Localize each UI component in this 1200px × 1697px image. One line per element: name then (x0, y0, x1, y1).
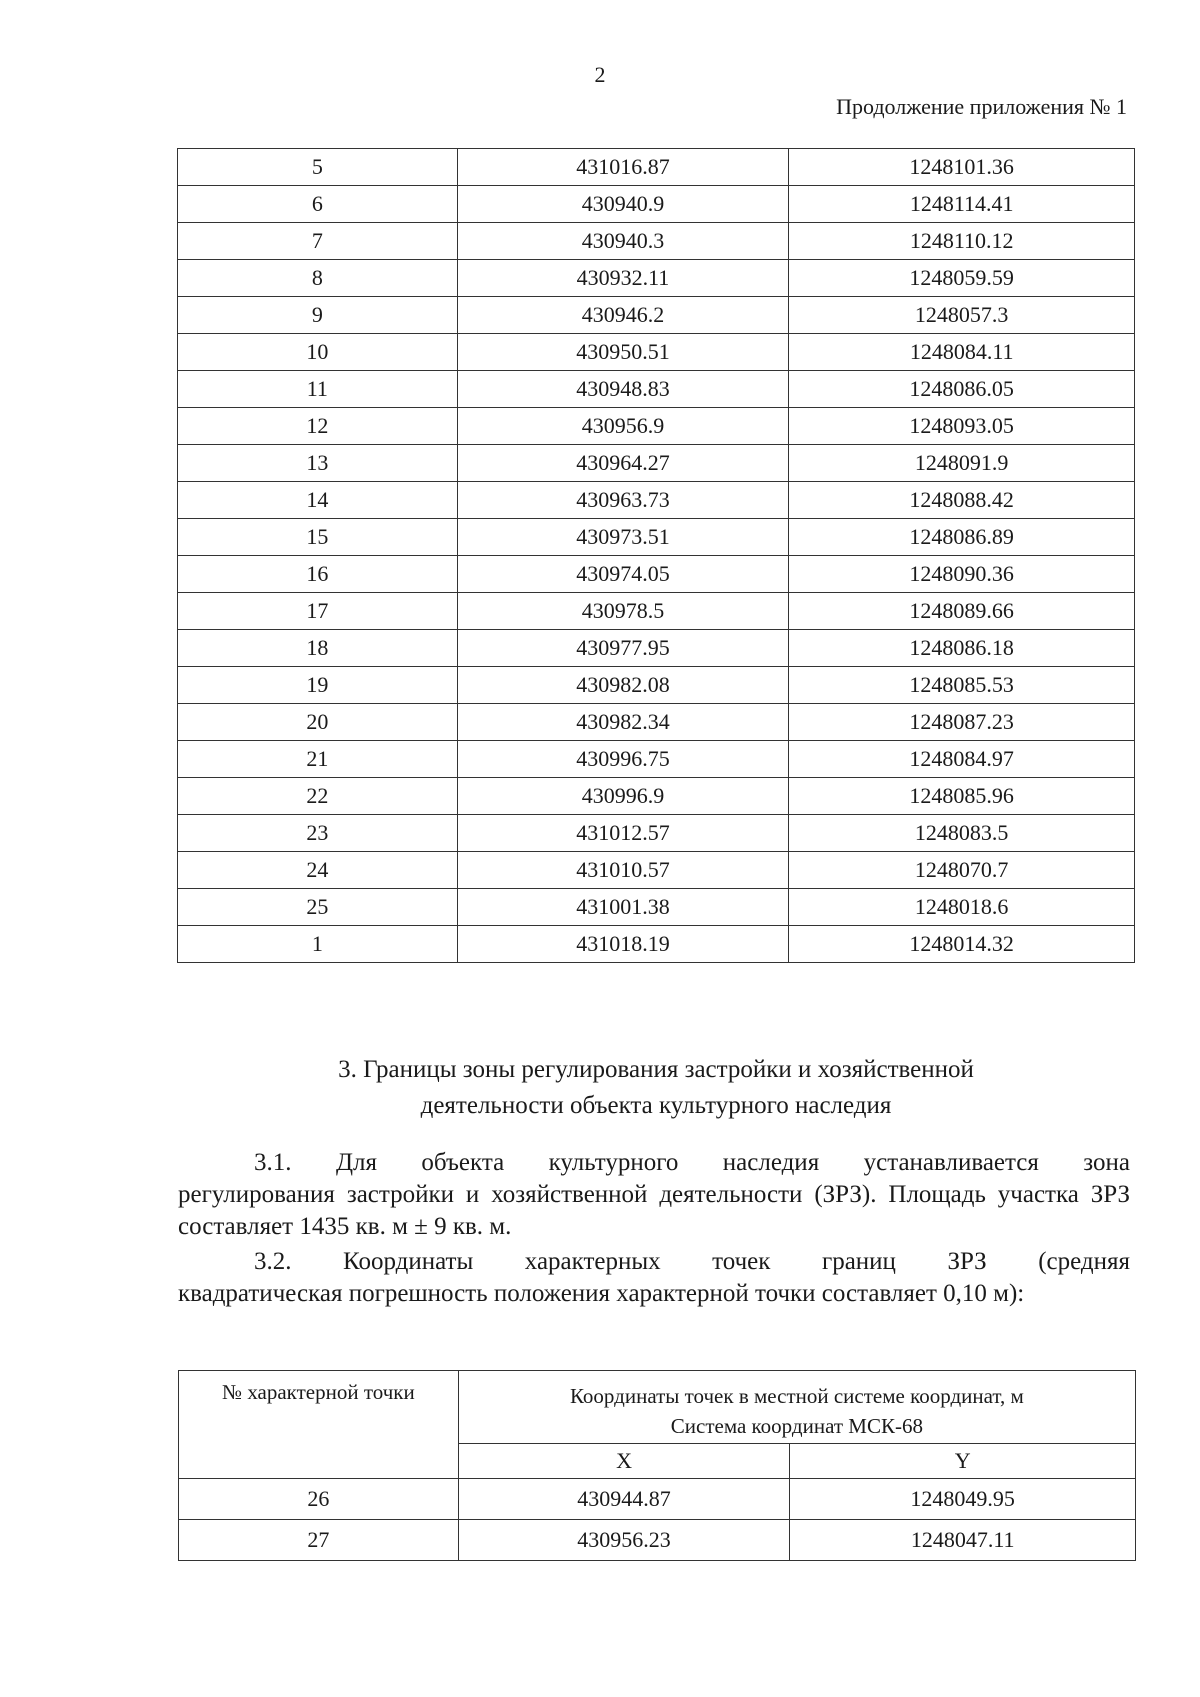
point-number-cell: 23 (178, 815, 458, 852)
table-row (178, 223, 1135, 260)
point-number-cell: 9 (178, 297, 458, 334)
table-header-row (179, 1371, 1136, 1444)
paragraph-3-2-first-line: 3.2. Координаты характерных точек границ ЗРЗ (средняя (254, 1248, 1130, 1275)
table-row (178, 371, 1135, 408)
y-coordinate-cell: 1248086.18 (789, 630, 1135, 667)
y-coordinate-cell: 1248086.89 (789, 519, 1135, 556)
point-number-cell: 20 (178, 704, 458, 741)
table-row (179, 1520, 1136, 1561)
y-coordinate-cell: 1248086.05 (789, 371, 1135, 408)
point-number-cell: 12 (178, 408, 458, 445)
y-coordinate-cell: 1248070.7 (789, 852, 1135, 889)
point-number-cell: 7 (178, 223, 458, 260)
paragraph-3-2 (178, 1246, 1130, 1310)
x-coordinate-cell: 430964.27 (457, 445, 789, 482)
point-number-cell: 24 (178, 852, 458, 889)
table-row (178, 260, 1135, 297)
point-number-cell: 14 (178, 482, 458, 519)
x-coordinate-cell: 430977.95 (457, 630, 789, 667)
point-number-cell: 10 (178, 334, 458, 371)
y-coordinate-cell: 1248087.23 (789, 704, 1135, 741)
point-number-cell: 8 (178, 260, 458, 297)
header-point-number: № характерной точки (179, 1371, 459, 1479)
point-number-cell: 27 (179, 1520, 459, 1561)
point-number-cell: 26 (179, 1479, 459, 1520)
table-row (178, 630, 1135, 667)
header-coordinates (458, 1371, 1135, 1444)
y-coordinate-cell: 1248114.41 (789, 186, 1135, 223)
paragraph-3-2-body: квадратическая погрешность положения характерной точки составляет 0,10 м): (178, 1280, 1025, 1307)
table-row (178, 815, 1135, 852)
point-number-cell: 25 (178, 889, 458, 926)
table-row (178, 334, 1135, 371)
table-row (178, 926, 1135, 963)
section-3-title-line-2: деятельности объекта культурного наследия (420, 1092, 892, 1119)
coordinates-table-zrz (178, 1370, 1136, 1561)
x-coordinate-cell: 430944.87 (458, 1479, 790, 1520)
x-coordinate-cell: 430982.08 (457, 667, 789, 704)
table-row (178, 445, 1135, 482)
section-3-title-line-1: 3. Границы зоны регулирования застройки и хозяйственной (338, 1056, 974, 1083)
table-row (178, 482, 1135, 519)
y-coordinate-cell: 1248059.59 (789, 260, 1135, 297)
y-coordinate-cell: 1248049.95 (790, 1479, 1136, 1520)
y-coordinate-cell: 1248085.53 (789, 667, 1135, 704)
table-row (178, 149, 1135, 186)
table-row (178, 297, 1135, 334)
header-coordinates-line-2: Система координат МСК-68 (670, 1414, 923, 1438)
point-number-cell: 16 (178, 556, 458, 593)
y-coordinate-cell: 1248091.9 (789, 445, 1135, 482)
paragraph-3-1-body: регулирования застройки и хозяйственной деятельности (ЗРЗ). Площадь участка ЗРЗ составляет 1435 кв. м ± 9 кв. м. (178, 1181, 1130, 1240)
table-row (178, 593, 1135, 630)
header-x: X (458, 1444, 790, 1479)
header-coordinates-line-1: Координаты точек в местной системе координат, м (569, 1384, 1024, 1408)
table-row (178, 408, 1135, 445)
point-number-cell: 18 (178, 630, 458, 667)
x-coordinate-cell: 431001.38 (457, 889, 789, 926)
coordinates-table-1-body (178, 149, 1135, 963)
x-coordinate-cell: 430950.51 (457, 334, 789, 371)
point-number-cell: 19 (178, 667, 458, 704)
x-coordinate-cell: 430963.73 (457, 482, 789, 519)
table-row (178, 889, 1135, 926)
y-coordinate-cell: 1248085.96 (789, 778, 1135, 815)
y-coordinate-cell: 1248018.6 (789, 889, 1135, 926)
x-coordinate-cell: 430932.11 (457, 260, 789, 297)
x-coordinate-cell: 430996.75 (457, 741, 789, 778)
table-row (178, 852, 1135, 889)
x-coordinate-cell: 431012.57 (457, 815, 789, 852)
y-coordinate-cell: 1248101.36 (789, 149, 1135, 186)
y-coordinate-cell: 1248089.66 (789, 593, 1135, 630)
appendix-continuation-label: Продолжение приложения № 1 (836, 94, 1127, 119)
x-coordinate-cell: 430946.2 (457, 297, 789, 334)
x-coordinate-cell: 430948.83 (457, 371, 789, 408)
table-row (178, 556, 1135, 593)
y-coordinate-cell: 1248093.05 (789, 408, 1135, 445)
table-row (178, 186, 1135, 223)
x-coordinate-cell: 430974.05 (457, 556, 789, 593)
point-number-cell: 6 (178, 186, 458, 223)
y-coordinate-cell: 1248110.12 (789, 223, 1135, 260)
coordinates-table-1 (177, 148, 1135, 963)
section-3-title (177, 1052, 1135, 1124)
coordinates-table-zrz-body (179, 1371, 1136, 1561)
table-row (178, 704, 1135, 741)
point-number-cell: 1 (178, 926, 458, 963)
x-coordinate-cell: 430940.3 (457, 223, 789, 260)
y-coordinate-cell: 1248083.5 (789, 815, 1135, 852)
point-number-cell: 11 (178, 371, 458, 408)
x-coordinate-cell: 431018.19 (457, 926, 789, 963)
paragraph-3-1 (178, 1147, 1130, 1243)
x-coordinate-cell: 430956.23 (458, 1520, 790, 1561)
x-coordinate-cell: 430978.5 (457, 593, 789, 630)
point-number-cell: 17 (178, 593, 458, 630)
page-number: 2 (594, 62, 606, 87)
point-number-cell: 15 (178, 519, 458, 556)
table-row (178, 519, 1135, 556)
table-row (178, 778, 1135, 815)
x-coordinate-cell: 431010.57 (457, 852, 789, 889)
y-coordinate-cell: 1248014.32 (789, 926, 1135, 963)
point-number-cell: 13 (178, 445, 458, 482)
y-coordinate-cell: 1248088.42 (789, 482, 1135, 519)
x-coordinate-cell: 430940.9 (457, 186, 789, 223)
y-coordinate-cell: 1248090.36 (789, 556, 1135, 593)
table-row (179, 1479, 1136, 1520)
table-row (178, 667, 1135, 704)
table-row (178, 741, 1135, 778)
x-coordinate-cell: 431016.87 (457, 149, 789, 186)
y-coordinate-cell: 1248047.11 (790, 1520, 1136, 1561)
x-coordinate-cell: 430973.51 (457, 519, 789, 556)
point-number-cell: 21 (178, 741, 458, 778)
point-number-cell: 22 (178, 778, 458, 815)
y-coordinate-cell: 1248084.11 (789, 334, 1135, 371)
point-number-cell: 5 (178, 149, 458, 186)
x-coordinate-cell: 430982.34 (457, 704, 789, 741)
header-y: Y (790, 1444, 1136, 1479)
y-coordinate-cell: 1248057.3 (789, 297, 1135, 334)
x-coordinate-cell: 430996.9 (457, 778, 789, 815)
y-coordinate-cell: 1248084.97 (789, 741, 1135, 778)
x-coordinate-cell: 430956.9 (457, 408, 789, 445)
paragraph-3-1-first-line: 3.1. Для объекта культурного наследия устанавливается зона (254, 1149, 1130, 1176)
